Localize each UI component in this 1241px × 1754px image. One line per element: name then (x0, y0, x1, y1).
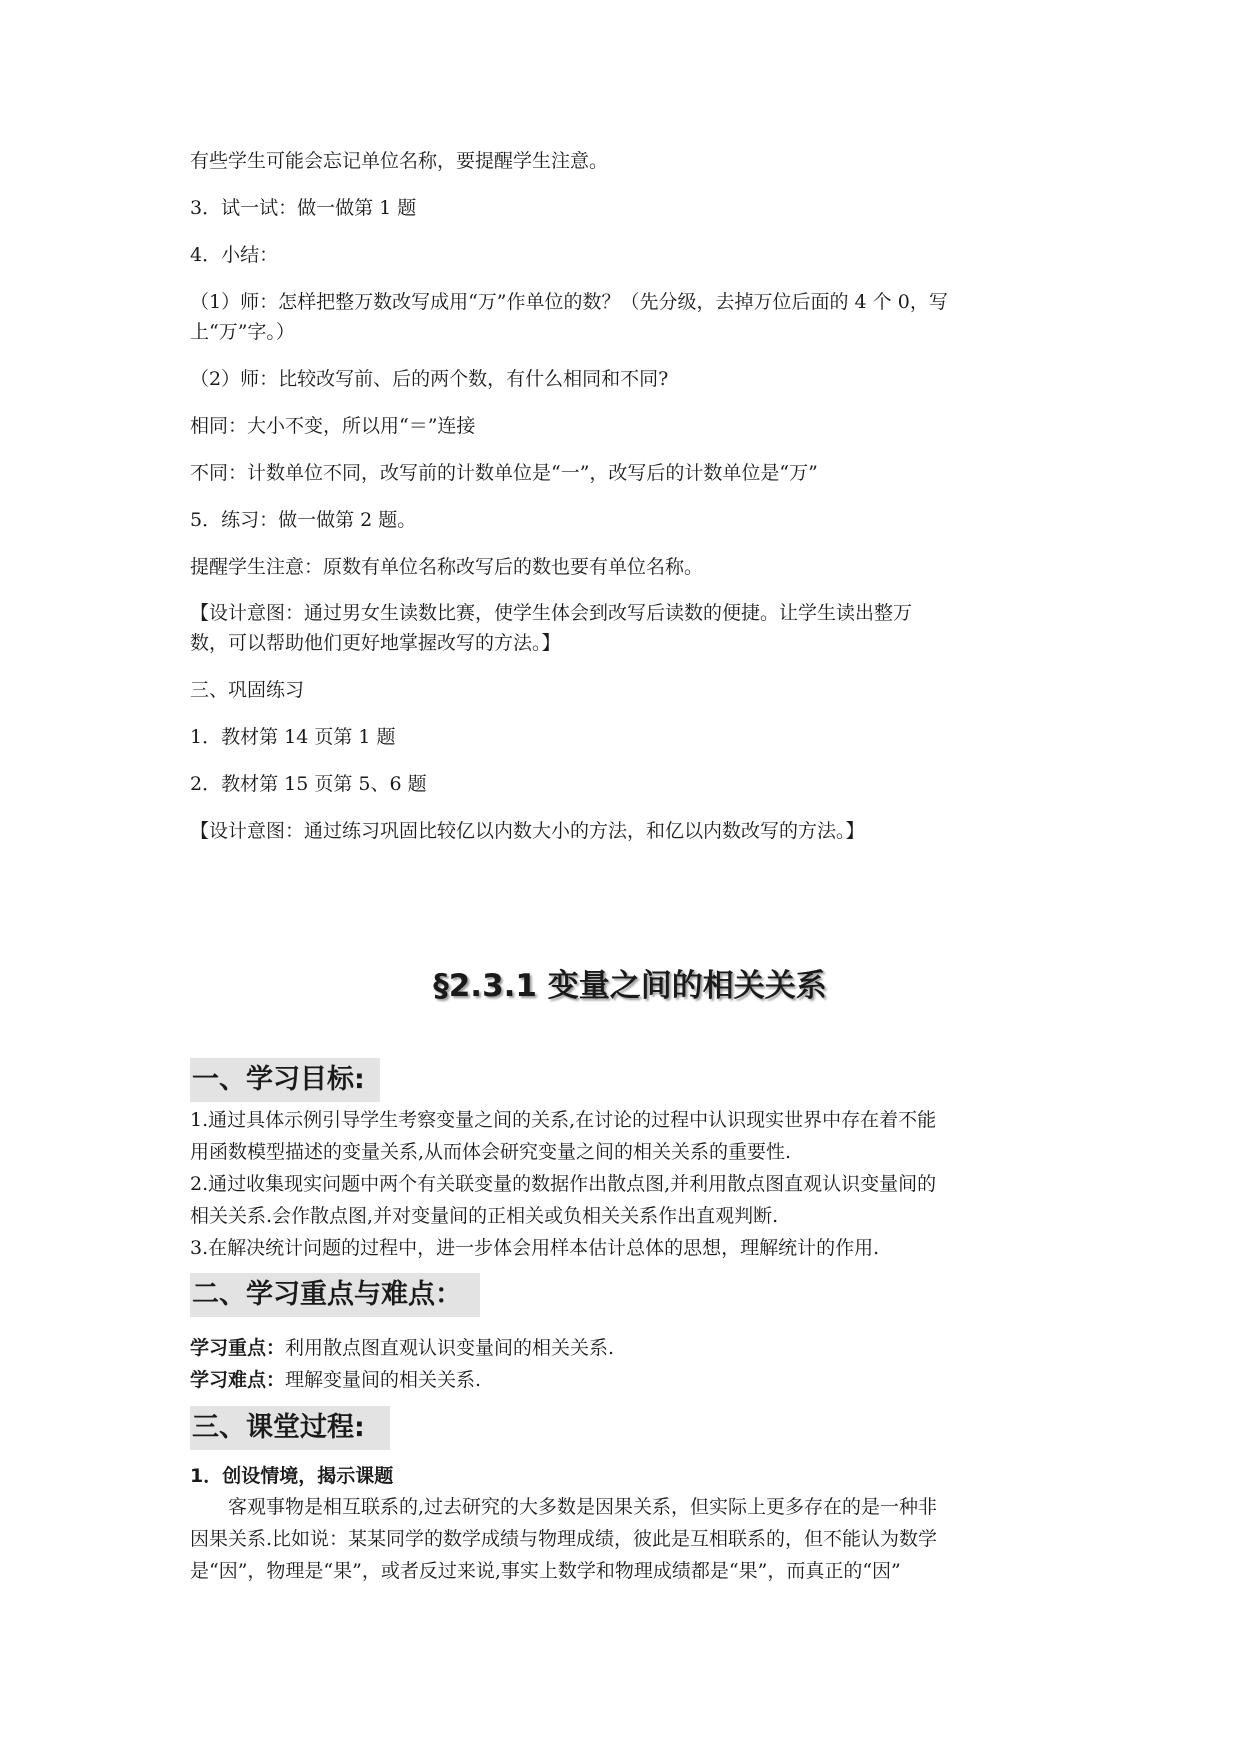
goal-line: 2.通过收集现实问题中两个有关联变量的数据作出散点图,并利用散点图直观认识变量间的 (190, 1173, 937, 1195)
text-line: 4．小结： (190, 244, 279, 266)
text-line: 不同：计数单位不同，改写前的计数单位是“一”，改写后的计数单位是“万” (190, 462, 818, 484)
goal-line: 3.在解决统计问题的过程中，进一步体会用样本估计总体的思想，理解统计的作用. (190, 1237, 880, 1259)
difficulty-line (190, 1364, 481, 1396)
design-note: 数，可以帮助他们更好地掌握改写的方法。】 (190, 632, 561, 654)
design-note: 【设计意图：通过男女生读数比赛，使学生体会到改写后读数的便捷。让学生读出整万 (190, 602, 913, 624)
text-line: 5．练习：做一做第 2 题。 (190, 509, 417, 531)
goal-line: 相关关系.会作散点图,并对变量间的正相关或负相关关系作出直观判断. (190, 1205, 779, 1227)
key-point-text: 利用散点图直观认识变量间的相关关系. (285, 1337, 615, 1359)
body-paragraph (190, 1491, 1070, 1587)
body-line: 客观事物是相互联系的,过去研究的大多数是因果关系，但实际上更多存在的是一种非 (228, 1496, 938, 1518)
body-line: 因果关系.比如说：某某同学的数学成绩与物理成绩，彼此是互相联系的，但不能认为数学 (190, 1528, 938, 1550)
body-line: 是“因”，物理是“果”，或者反过来说,事实上数学和物理成绩都是“果”，而真正的“因” (190, 1560, 901, 1582)
difficulty-text: 理解变量间的相关关系. (285, 1369, 482, 1391)
goal-line: 1.通过具体示例引导学生考察变量之间的关系,在讨论的过程中认识现实世界中存在着不能 (190, 1109, 937, 1131)
text-line: 3．试一试：做一做第 1 题 (190, 197, 417, 219)
heading-key-points: 二、学习重点与难点： (190, 1273, 480, 1317)
text-line: 有些学生可能会忘记单位名称，要提醒学生注意。 (190, 150, 609, 172)
key-point-label: 学习重点： (190, 1337, 286, 1359)
key-point-line (190, 1332, 614, 1364)
heading-class-process: 三、课堂过程: (190, 1406, 390, 1450)
text-line: 相同：大小不变，所以用“＝”连接 (190, 415, 476, 437)
goals-list (190, 1104, 1070, 1264)
heading-learning-goals: 一、学习目标: (190, 1058, 380, 1102)
text-line: 提醒学生注意：原数有单位名称改写后的数也要有单位名称。 (190, 556, 704, 578)
text-line: 2．教材第 15 页第 5、6 题 (190, 773, 427, 795)
text-line: 三、巩固练习 (190, 679, 305, 701)
text-line: （2）师：比较改写前、后的两个数，有什么相同和不同? (190, 368, 669, 390)
difficulty-label: 学习难点： (190, 1369, 286, 1391)
text-line: 1．教材第 14 页第 1 题 (190, 726, 396, 748)
goal-line: 用函数模型描述的变量关系,从而体会研究变量之间的相关关系的重要性. (190, 1141, 792, 1163)
text-line: 上“万”字。） (190, 321, 295, 343)
step-heading: 1．创设情境，揭示课题 (190, 1465, 394, 1487)
design-note: 【设计意图：通过练习巩固比较亿以内数大小的方法，和亿以内数改写的方法。】 (190, 820, 865, 842)
section-title: §2.3.1 变量之间的相关关系 (433, 968, 827, 1004)
text-line: （1）师：怎样把整万数改写成用“万”作单位的数？（先分级，去掉万位后面的 4 个 0，写 (190, 291, 948, 313)
